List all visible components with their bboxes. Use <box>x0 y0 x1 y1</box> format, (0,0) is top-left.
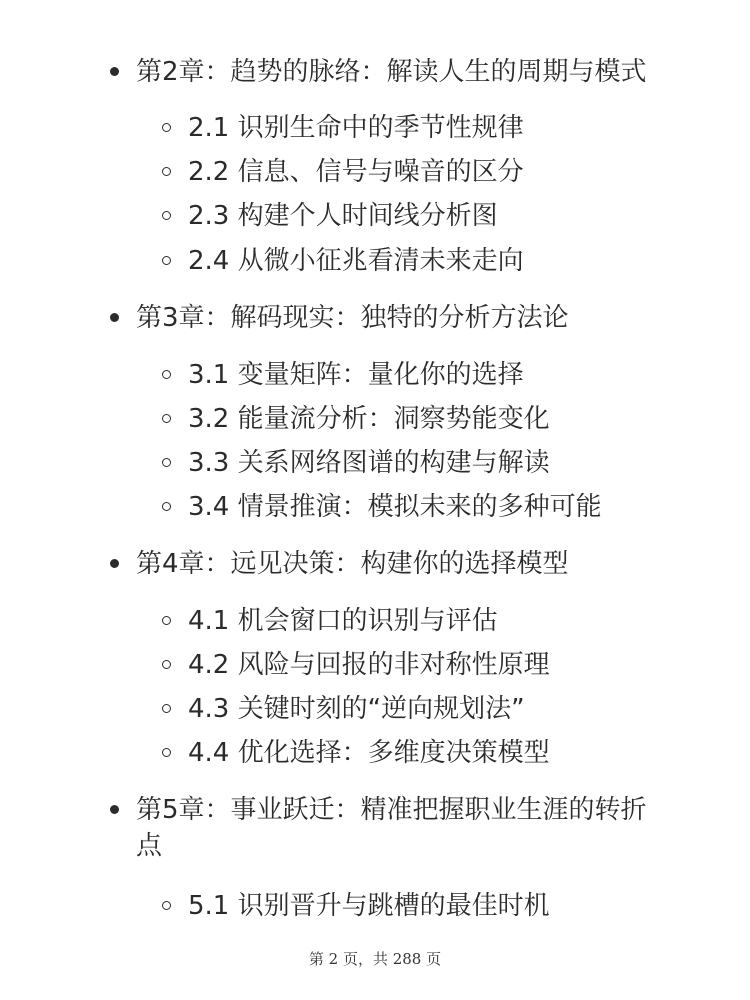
section-item <box>162 888 702 924</box>
section-title: 4.3 关键时刻的“逆向规划法” <box>188 694 525 724</box>
bullet-icon <box>110 559 119 568</box>
section-title: 2.4 从微小征兆看清未来走向 <box>188 246 524 276</box>
section-item <box>162 647 702 683</box>
chapter-3-item <box>110 300 670 336</box>
section-item <box>162 401 702 437</box>
section-title: 3.3 关系网络图谱的构建与解读 <box>188 448 550 478</box>
section-item <box>162 154 702 190</box>
page-number-footer: 第 2 页，共 288 页 <box>308 950 442 968</box>
section-item <box>162 198 702 234</box>
circle-bullet-icon <box>162 748 171 757</box>
section-item <box>162 489 702 525</box>
chapter-title: 第3章：解码现实：独特的分析方法论 <box>136 303 569 333</box>
circle-bullet-icon <box>162 458 171 467</box>
circle-bullet-icon <box>162 660 171 669</box>
section-item <box>162 445 702 481</box>
section-title: 3.4 情景推演：模拟未来的多种可能 <box>188 492 602 522</box>
section-item <box>162 691 702 727</box>
section-title: 2.1 识别生命中的季节性规律 <box>188 113 524 143</box>
chapter-5-item <box>110 792 655 864</box>
bullet-icon <box>110 313 119 322</box>
circle-bullet-icon <box>162 211 171 220</box>
chapter-2-item <box>110 54 670 90</box>
chapter-title: 第2章：趋势的脉络：解读人生的周期与模式 <box>136 57 647 87</box>
section-item <box>162 110 702 146</box>
section-title: 2.3 构建个人时间线分析图 <box>188 201 498 231</box>
section-item <box>162 603 702 639</box>
section-title: 4.4 优化选择：多维度决策模型 <box>188 738 550 768</box>
circle-bullet-icon <box>162 123 171 132</box>
chapter-title: 第4章：远见决策：构建你的选择模型 <box>136 549 569 579</box>
circle-bullet-icon <box>162 616 171 625</box>
circle-bullet-icon <box>162 704 171 713</box>
chapter-4-item <box>110 546 670 582</box>
section-item <box>162 243 702 279</box>
section-item <box>162 357 702 393</box>
section-title: 4.2 风险与回报的非对称性原理 <box>188 650 550 680</box>
section-title: 5.1 识别晋升与跳槽的最佳时机 <box>188 891 550 921</box>
bullet-icon <box>110 805 119 814</box>
circle-bullet-icon <box>162 370 171 379</box>
circle-bullet-icon <box>162 167 171 176</box>
circle-bullet-icon <box>162 414 171 423</box>
section-item <box>162 735 702 771</box>
section-title: 3.1 变量矩阵：量化你的选择 <box>188 360 524 390</box>
circle-bullet-icon <box>162 256 171 265</box>
section-title: 2.2 信息、信号与噪音的区分 <box>188 157 524 187</box>
chapter-title: 第5章：事业跃迁：精准把握职业生涯的转折点 <box>136 795 647 861</box>
bullet-icon <box>110 67 119 76</box>
section-title: 4.1 机会窗口的识别与评估 <box>188 606 498 636</box>
circle-bullet-icon <box>162 901 171 910</box>
section-title: 3.2 能量流分析：洞察势能变化 <box>188 404 550 434</box>
circle-bullet-icon <box>162 502 171 511</box>
